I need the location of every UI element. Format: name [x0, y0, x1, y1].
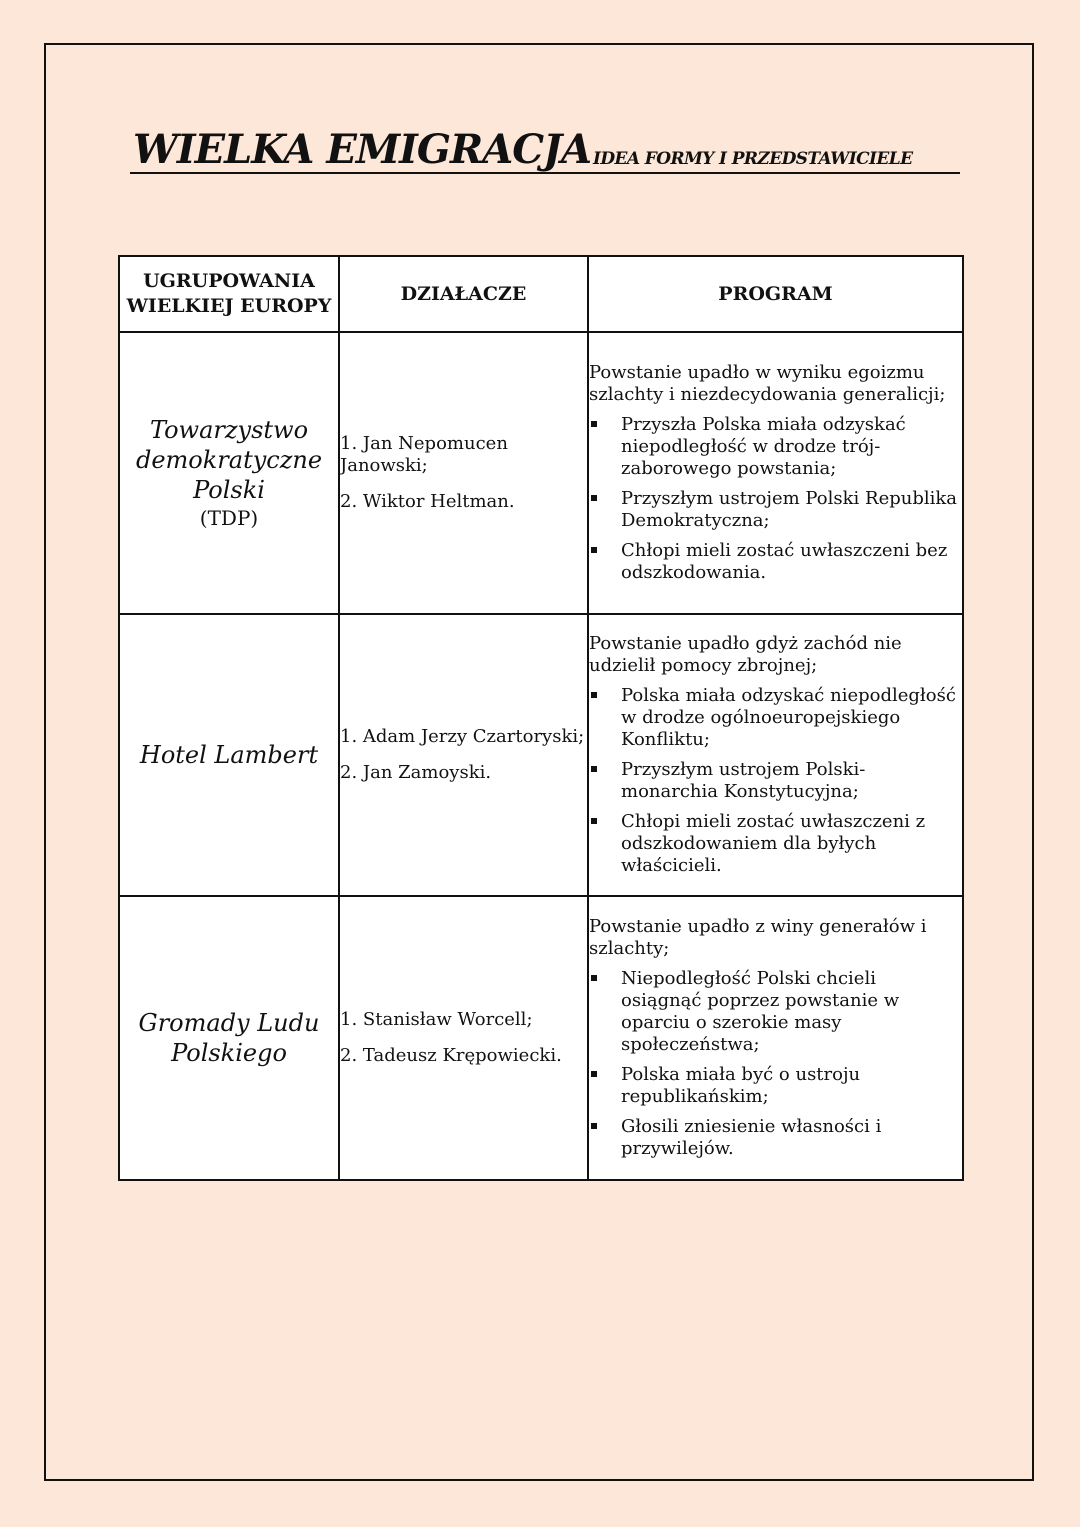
program-point — [589, 685, 962, 751]
group-cell — [119, 332, 339, 614]
table-row — [119, 332, 963, 614]
emigration-table — [118, 255, 964, 1181]
member-item: 2. Jan Zamoyski. — [340, 762, 492, 783]
program-intro: Powstanie upadło w wyniku egoizmu szlachty i niezdecydowania generalicji; — [589, 362, 946, 405]
program-list — [589, 968, 962, 1160]
program-point — [589, 1116, 962, 1160]
member-item: 1. Adam Jerzy Czartoryski; — [340, 726, 585, 747]
program-point — [589, 414, 962, 480]
member-item: 1. Stanisław Worcell; — [340, 1009, 533, 1030]
program-point-text: Przyszła Polska miała odzyskać niepodległość w drodze trój-zaborowego powstania; — [621, 414, 906, 479]
program-cell — [588, 332, 963, 614]
square-bullet-icon — [591, 1123, 597, 1129]
program-point-text: Przyszłym ustrojem Polski Republika Demokratyczna; — [621, 488, 958, 531]
page-title: WIELKA EMIGRACJA — [133, 126, 592, 173]
group-name: Hotel Lambert — [139, 741, 319, 769]
table-header-row — [119, 256, 963, 332]
member-item: 1. Jan Nepomucen Janowski; — [340, 433, 508, 476]
square-bullet-icon — [591, 547, 597, 553]
program-point — [589, 968, 962, 1056]
members-cell — [339, 332, 588, 614]
square-bullet-icon — [591, 975, 597, 981]
square-bullet-icon — [591, 818, 597, 824]
header-groups: UGRUPOWANIA WIELKIEJ EUROPY — [119, 256, 339, 332]
page-subtitle: IDEA FORMY I PRZEDSTAWICIELE — [593, 149, 913, 169]
page-title-row — [130, 128, 960, 174]
square-bullet-icon — [591, 495, 597, 501]
table-row — [119, 614, 963, 896]
program-point-text: Chłopi mieli zostać uwłaszczeni bez odszkodowania. — [621, 540, 948, 583]
program-point-text: Przyszłym ustrojem Polski-monarchia Konstytucyjna; — [621, 759, 866, 802]
program-point — [589, 1064, 962, 1108]
member-item: 2. Tadeusz Krępowiecki. — [340, 1045, 562, 1066]
member-item: 2. Wiktor Heltman. — [340, 491, 515, 512]
header-program: PROGRAM — [588, 256, 963, 332]
group-cell — [119, 614, 339, 896]
program-point-text: Polska miała być o ustroju republikańskim; — [621, 1064, 861, 1107]
program-point — [589, 759, 962, 803]
program-cell — [588, 614, 963, 896]
program-cell — [588, 896, 963, 1180]
square-bullet-icon — [591, 421, 597, 427]
program-intro: Powstanie upadło gdyż zachód nie udzielił pomocy zbrojnej; — [589, 633, 902, 676]
group-abbreviation: (TDP) — [199, 506, 259, 530]
program-list — [589, 414, 962, 584]
program-point-text: Głosili zniesienie własności i przywilejów. — [621, 1116, 882, 1159]
program-list — [589, 685, 962, 877]
square-bullet-icon — [591, 766, 597, 772]
program-point — [589, 488, 962, 532]
square-bullet-icon — [591, 692, 597, 698]
program-point — [589, 811, 962, 877]
members-cell — [339, 614, 588, 896]
program-point-text: Chłopi mieli zostać uwłaszczeni z odszkodowaniem dla byłych właścicieli. — [621, 811, 926, 876]
square-bullet-icon — [591, 1071, 597, 1077]
group-name: Gromady Ludu Polskiego — [138, 1009, 320, 1067]
group-name: Towarzystwo demokratyczne Polski — [135, 416, 323, 504]
program-point-text: Polska miała odzyskać niepodległość w drodze ogólnoeuropejskiego Konfliktu; — [621, 685, 956, 750]
table-row — [119, 896, 963, 1180]
program-point-text: Niepodległość Polski chcieli osiągnąć poprzez powstanie w oparciu o szerokie masy społeczeństwa; — [621, 968, 900, 1055]
members-cell — [339, 896, 588, 1180]
group-cell — [119, 896, 339, 1180]
program-point — [589, 540, 962, 584]
program-intro: Powstanie upadło z winy generałów i szlachty; — [589, 916, 927, 959]
header-activists: DZIAŁACZE — [339, 256, 588, 332]
